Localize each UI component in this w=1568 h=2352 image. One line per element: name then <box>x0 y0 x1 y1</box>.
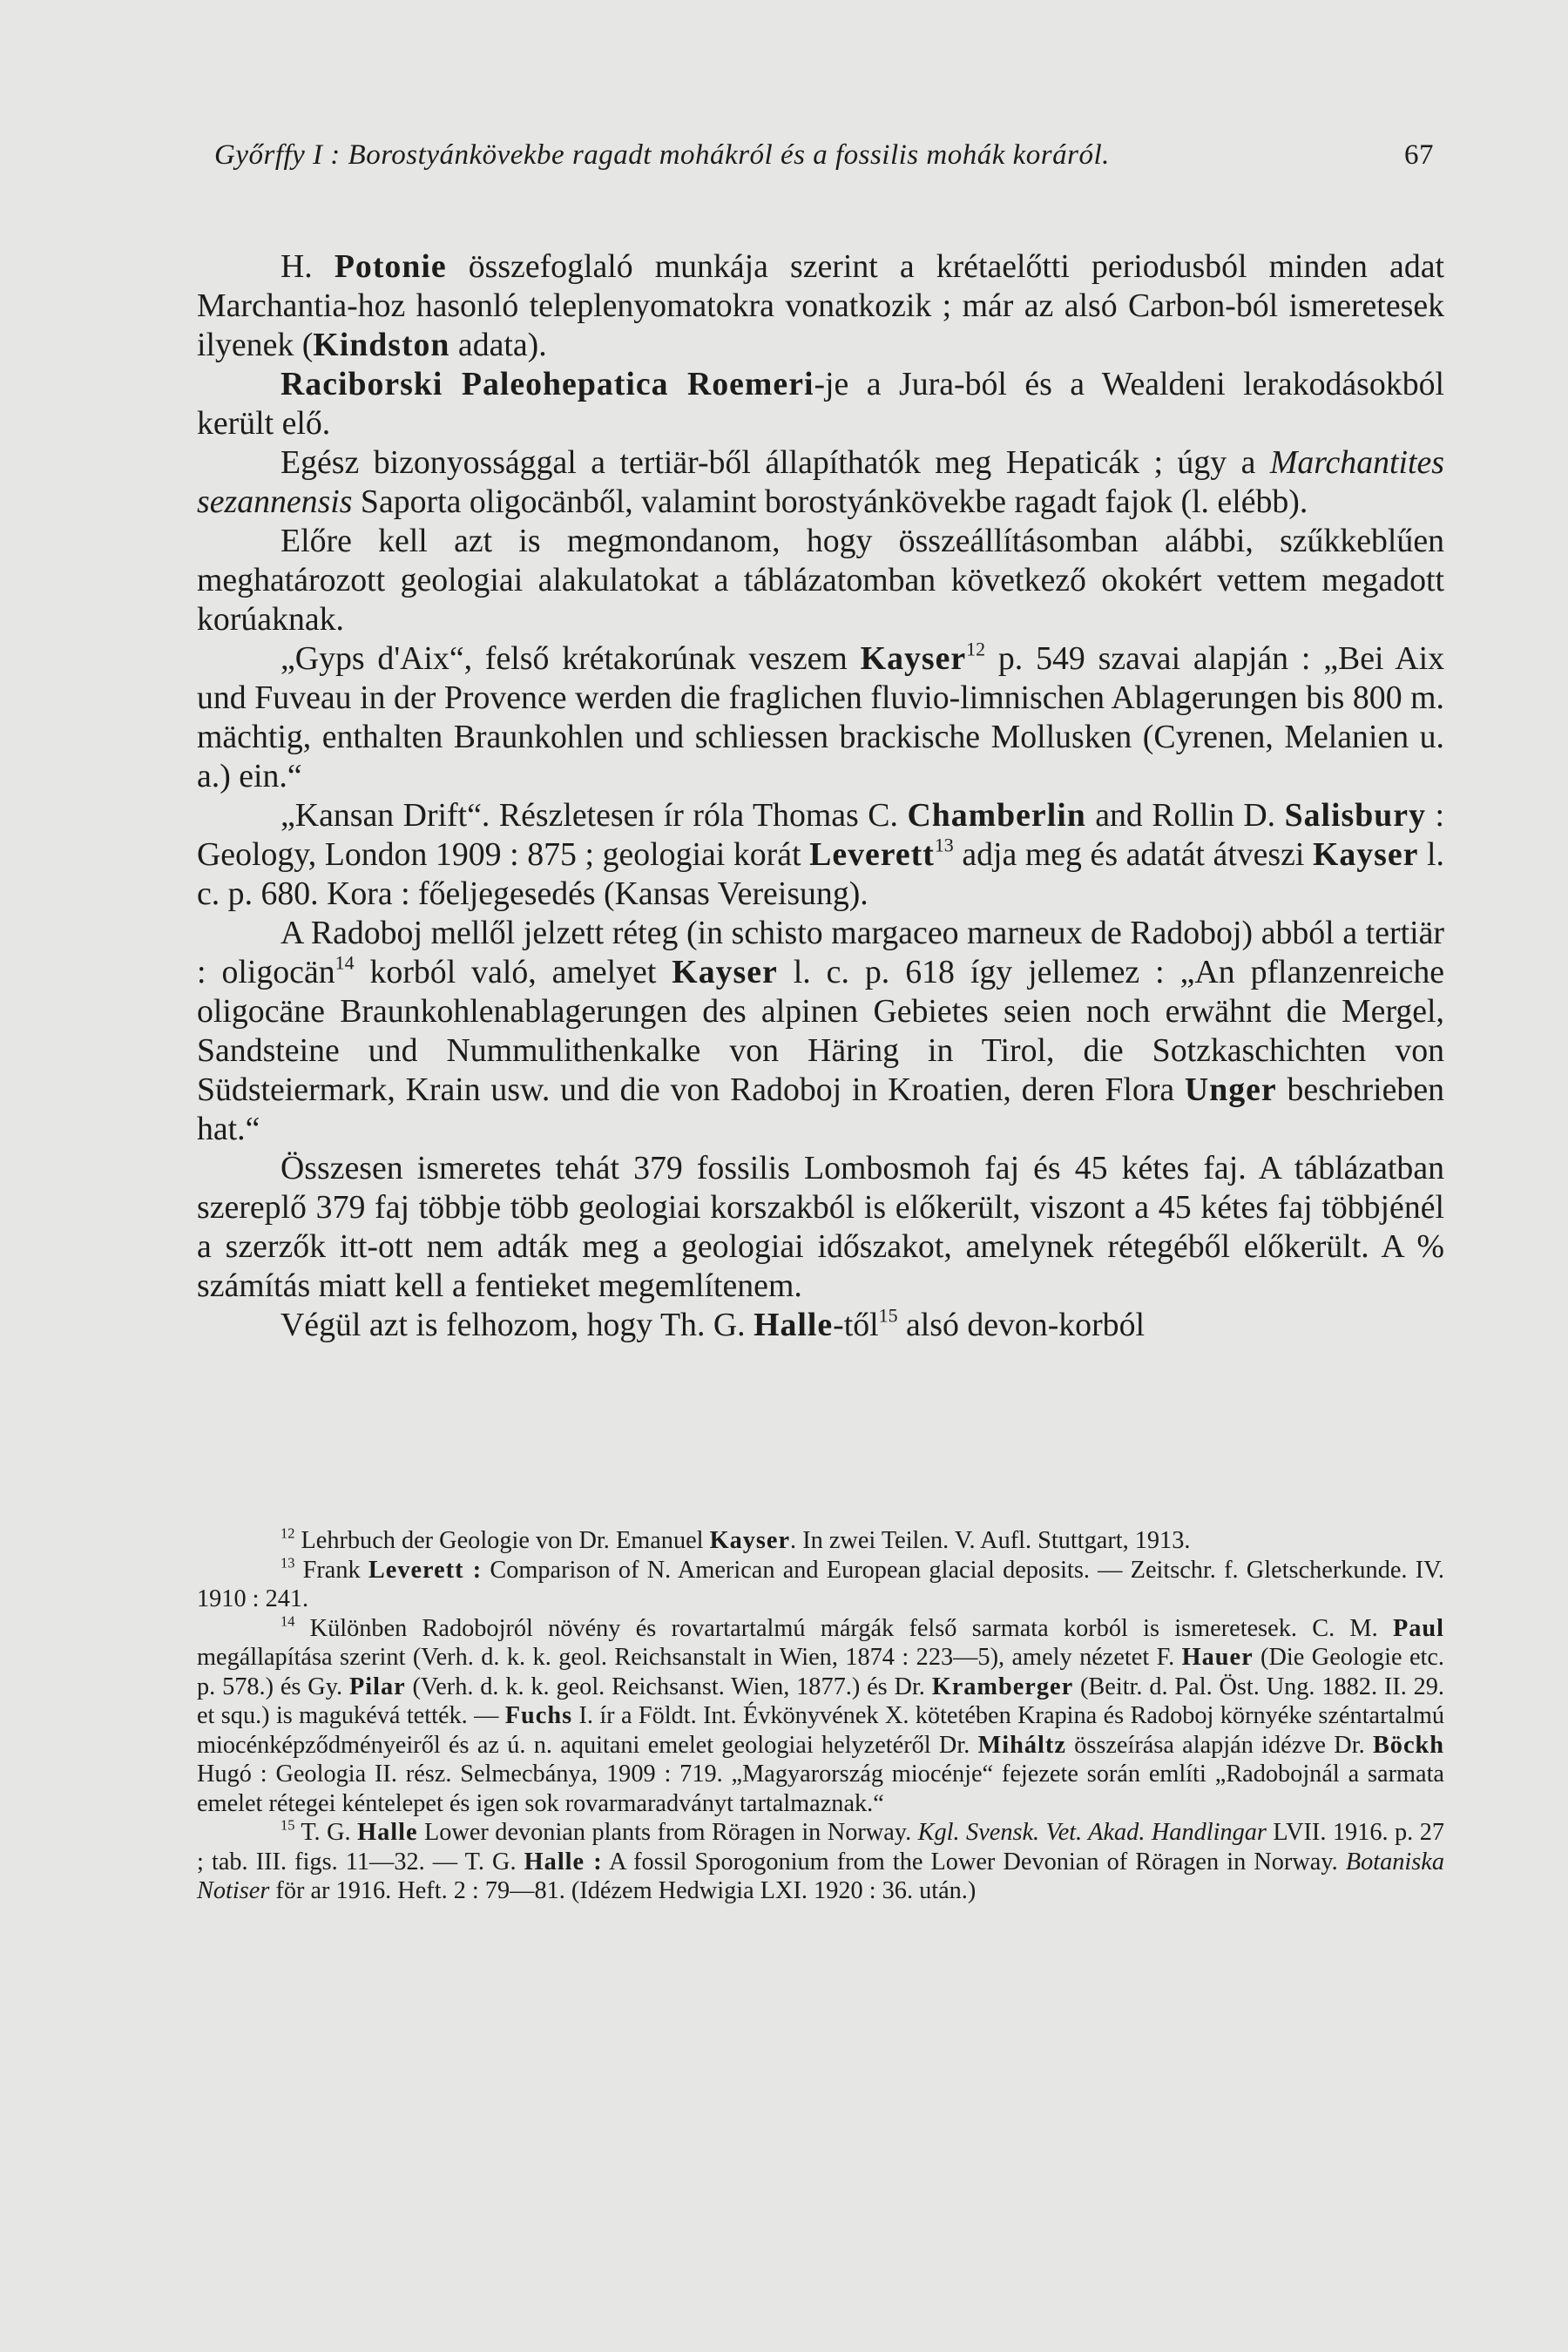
paragraph: Egész bizonyossággal a tertiär-ből állapíthatók meg Hepaticák ; úgy a Marchantites sezannensis Saporta oligocänből, valamint borostyánkövekbe ragadt fajok (l. elébb). <box>197 444 1444 520</box>
species-name: Marchantites sezannensis <box>197 444 1444 520</box>
author-name: Pilar <box>348 1673 406 1700</box>
footnote-ref: 13 <box>934 834 954 856</box>
paragraph: H. Potonie összefoglaló munkája szerint a krétaelőtti periodusból minden adat Marchantia-hoz hasonló teleplenyomatokra vonatkozik ; már az alsó Carbon-ból ismeretesek ilyenek (Kindston adata). <box>197 248 1444 363</box>
author-name: Halle <box>357 1819 418 1846</box>
author-name: Halle <box>754 1307 834 1343</box>
author-name: Kramberger <box>931 1673 1074 1700</box>
footnote-number: 14 <box>280 1612 295 1630</box>
author-name: Fuchs <box>504 1702 573 1729</box>
author-name: Paul <box>1392 1614 1444 1642</box>
author-name: Leverett <box>809 836 935 873</box>
footnote-15: $^{15}$ T. G. Halle Lower devonian plants from Röragen in Norway. Kgl. Svensk. Vet. Akad. Handlingar LVII. 1916. p. 27 ; tab. III. figs. 11—32. — T. G. Halle : A fossil Sporogonium from the Lower Devonian of Röragen in Norway. Botaniska Notiser för ar 1916. Heft. 2 : 79—81. (Idézem Hedwigia LXI. 1920 : 36. után.) <box>197 1816 1444 1904</box>
running-title: Győrffy I : Borostyánkövekbe ragadt mohákról és a fossilis mohák koráról. <box>214 139 1110 171</box>
author-name: Miháltz <box>977 1731 1066 1759</box>
journal-title: Botaniska Notiser <box>197 1848 1444 1904</box>
paragraph: Összesen ismeretes tehát 379 fossilis Lombosmoh faj és 45 kétes faj. A táblázatban szereplő 379 faj többje több geologiai korszakból is előkerült, viszont a 45 kétes faj többjénél a szerzők itt-ott nem adták meg a geologiai időszakot, amelynek rétegéből előkerült. A % számítás miatt kell a fentieket megemlítenem. <box>197 1150 1444 1304</box>
author-name: Böckh <box>1372 1731 1444 1759</box>
author-name: Kayser <box>709 1527 791 1554</box>
paragraph: „Kansan Drift“. Részletesen ír róla Thomas C. Chamberlin and Rollin D. Salisbury : Geology, London 1909 : 875 ; geologiai korát Leverett$^{13}$ adja meg és adatát átveszi Kayser l. c. p. 680. Kora : főeljegesedés (Kansas Vereisung). <box>197 797 1444 912</box>
footnote-14: $^{14}$ Különben Radobojról növény és rovartartalmú márgák felső sarmata korból is ismeretesek. C. M. Paul megállapítása szerint (Verh. d. k. k. geol. Reichsanstalt in Wien, 1874 : 223—5), amely nézetet F. Hauer (Die Geologie etc. p. 578.) és Gy. Pilar (Verh. d. k. k. geol. Reichsanst. Wien, 1877.) és Dr. Kramberger (Beitr. d. Pal. Öst. Ung. 1882. II. 29. et squ.) is magukévá tették. — Fuchs I. ír a Földt. Int. Évkönyvének X. kötetében Krapina és Radoboj környéke széntartalmú miocénképződményeiről és az ú. n. aquitani emelet geologiai helyzetéről Dr. Miháltz összeírása alapján idézve Dr. Böckh Hugó : Geologia II. rész. Selmecbánya, 1909 : 719. „Magyarország miocénje“ fejezete során említi „Radobojnál a sarmata emelet rétegei kéntelepet és igen sok rovarmaradványt tartalmaznak.“ <box>197 1612 1444 1817</box>
author-name: Chamberlin <box>907 797 1086 834</box>
footnote-ref: 14 <box>335 951 355 974</box>
page-number: 67 <box>1404 139 1434 171</box>
footnote-12: $^{12}$ Lehrbuch der Geologie von Dr. Emanuel Kayser. In zwei Teilen. V. Aufl. Stuttgart, 1913. <box>280 1524 1191 1554</box>
author-name: Raciborski Paleohepatica Roemeri <box>280 366 814 402</box>
author-name: Potonie <box>334 248 447 285</box>
paragraph: Előre kell azt is megmondanom, hogy összeállításomban alábbi, szűkkeblűen meghatározott geologiai alakulatokat a táblázatomban következő okokért vettem megadott korúaknak. <box>197 523 1444 638</box>
author-name: Kayser <box>860 640 967 677</box>
author-name: Leverett : <box>368 1556 483 1584</box>
paragraph: „Gyps d'Aix“, felső krétakorúnak veszem Kayser$^{12}$ p. 549 szavai alapján : „Bei Aix und Fuveau in der Provence werden die fraglichen fluvio-limnischen Ablagerungen bis 800 m. mächtig, enthalten Braunkohlen und schliessen brackische Mollusken (Cyrenen, Melanien u. a.) ein.“ <box>197 638 1444 794</box>
author-name: Hauer <box>1181 1644 1254 1671</box>
footnote-number: 13 <box>280 1554 295 1571</box>
footnote-ref: 12 <box>966 638 986 660</box>
author-name: Unger <box>1184 1071 1277 1108</box>
author-name: Kindston <box>313 327 450 363</box>
paragraph: Végül azt is felhozom, hogy Th. G. Halle-től$^{15}$ alsó devon-korból <box>280 1304 1145 1343</box>
author-name: Salisbury <box>1284 797 1426 834</box>
footnote-number: 15 <box>280 1816 295 1834</box>
author-name: Halle : <box>524 1848 603 1876</box>
footnotes <box>197 1526 1444 1906</box>
paragraph: A Radoboj mellől jelzett réteg (in schisto margaceo marneux de Radoboj) abból a tertiär : oligocän$^{14}$ korból való, amelyet Kayser l. c. p. 618 így jellemez : „An pflanzenreiche oligocäne Braunkohlenablagerungen des alpinen Gebietes seien noch erwähnt die Mergel, Sandsteine und Nummulithenkalke von Häring in Tirol, die Sotzkaschichten von Südsteiermark, Krain usw. und die von Radoboj in Kroatien, deren Flora Unger beschrieben hat.“ <box>197 915 1444 1147</box>
main-text <box>197 247 1444 1345</box>
footnote-13: $^{13}$ Frank Leverett : Comparison of N. American and European glacial deposits. — Zeitschr. f. Gletscherkunde. IV. 1910 : 241. <box>197 1554 1445 1612</box>
paragraph: Raciborski Paleohepatica Roemeri-je a Jura-ból és a Wealdeni lerakodásokból került elő. <box>197 366 1444 442</box>
running-header <box>214 139 1434 172</box>
author-name: Kayser <box>672 954 778 990</box>
footnote-number: 12 <box>280 1524 295 1542</box>
journal-title: Kgl. Svensk. Vet. Akad. Handlingar <box>917 1819 1267 1846</box>
author-name: Kayser <box>1312 836 1419 873</box>
footnote-ref: 15 <box>878 1304 898 1327</box>
